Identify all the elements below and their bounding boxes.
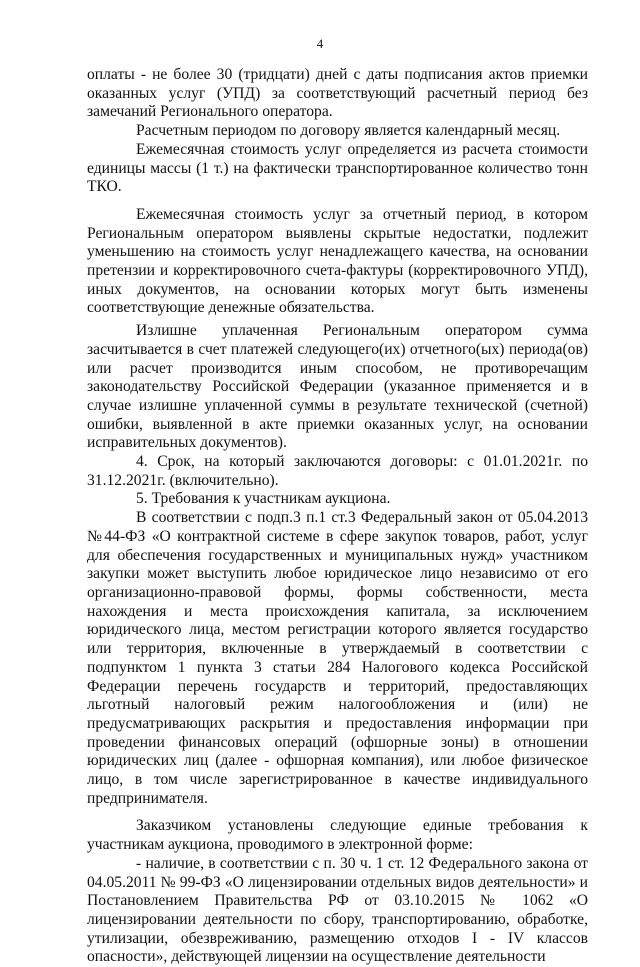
paragraph-monthly-cost: Ежемесячная стоимость услуг определяется из расчета стоимости единицы массы (1 т.) на фактически транспортированное количество тонн ТКО.	[87, 140, 588, 196]
paragraph-license-requirement: - наличие, в соответствии с п. 30 ч. 1 ст. 12 Федерального закона от 04.05.2011 № 99-ФЗ «О лицензировании отдельных видов деятельности» и Постановлением Правительства РФ от 03.10.2015 № 1062 «О лицензировании деятельности по сбору, транспортированию, обработке, утилизации, обезвреживанию, размещению отходов I - IV классов опасности», действующей лицензии на осуществление деятельности	[87, 854, 588, 966]
paragraph-uniform-requirements: Заказчиком установлены следующие единые требования к участникам аукциона, проводимого в электронной форме:	[87, 817, 588, 854]
page-number: 4	[316, 36, 324, 51]
paragraph-participant-eligibility: В соответствии с подп.3 п.1 ст.3 Федеральный закон от 05.04.2013 №44-ФЗ «О контрактной системе в сфере закупок товаров, работ, услуг для обеспечения государственных и муниципальных нужд» участником закупки может выступить любое юридическое лицо независимо от его организационно-правовой формы, формы собственности, места нахождения и места происхождения капитала, за исключением юридического лица, местом регистрации которого является государство или территория, включенные в утверждаемый в соответствии с подпунктом 1 пункта 3 статьи 284 Налогового кодекса Российской Федерации перечень государств и территорий, предоставляющих льготный налоговый режим налогообложения и (или) не предусматривающих раскрытия и предоставления информации при проведении финансовых операций (офшорные зоны) в отношении юридических лиц (далее - офшорная компания), или любое физическое лицо, в том числе зарегистрированное в качестве индивидуального предпринимателя.	[87, 509, 588, 807]
paragraph-payment-terms: оплаты - не более 30 (тридцати) дней с даты подписания актов приемки оказанных услуг (УПД) за соответствующий расчетный период без замечаний Регионального оператора.	[87, 66, 588, 121]
paragraph-contract-term: 4. Срок, на который заключаются договоры: с 01.01.2021г. по 31.12.2021г. (включительно).	[87, 453, 588, 489]
paragraph-settlement-period: Расчетным периодом по договору является календарный месяц.	[136, 122, 561, 140]
paragraph-overpayment: Излишне уплаченная Региональным оператором сумма засчитывается в счет платежей следующего(их) отчетного(ых) периода(ов) или расчет производится иным способом, не противоречащим законодательству Российской Федерации (указанное применяется и в случае излишне уплаченной суммы в результате технической (счетной) ошибки, выявленной в акте приемки оказанных услуг, на основании исправительных документов).	[87, 322, 588, 452]
document-body	[87, 66, 588, 967]
paragraph-hidden-defects: Ежемесячная стоимость услуг за отчетный период, в котором Региональным оператором выявлены скрытые недостатки, подлежит уменьшению на стоимость услуг ненадлежащего качества, на основании претензии и корректировочного счета-фактуры (корректировочного УПД), иных документов, на основании которых могут быть изменены соответствующие денежные обязательства.	[87, 205, 588, 317]
paragraph-requirements-heading: 5. Требования к участникам аукциона.	[136, 490, 391, 508]
